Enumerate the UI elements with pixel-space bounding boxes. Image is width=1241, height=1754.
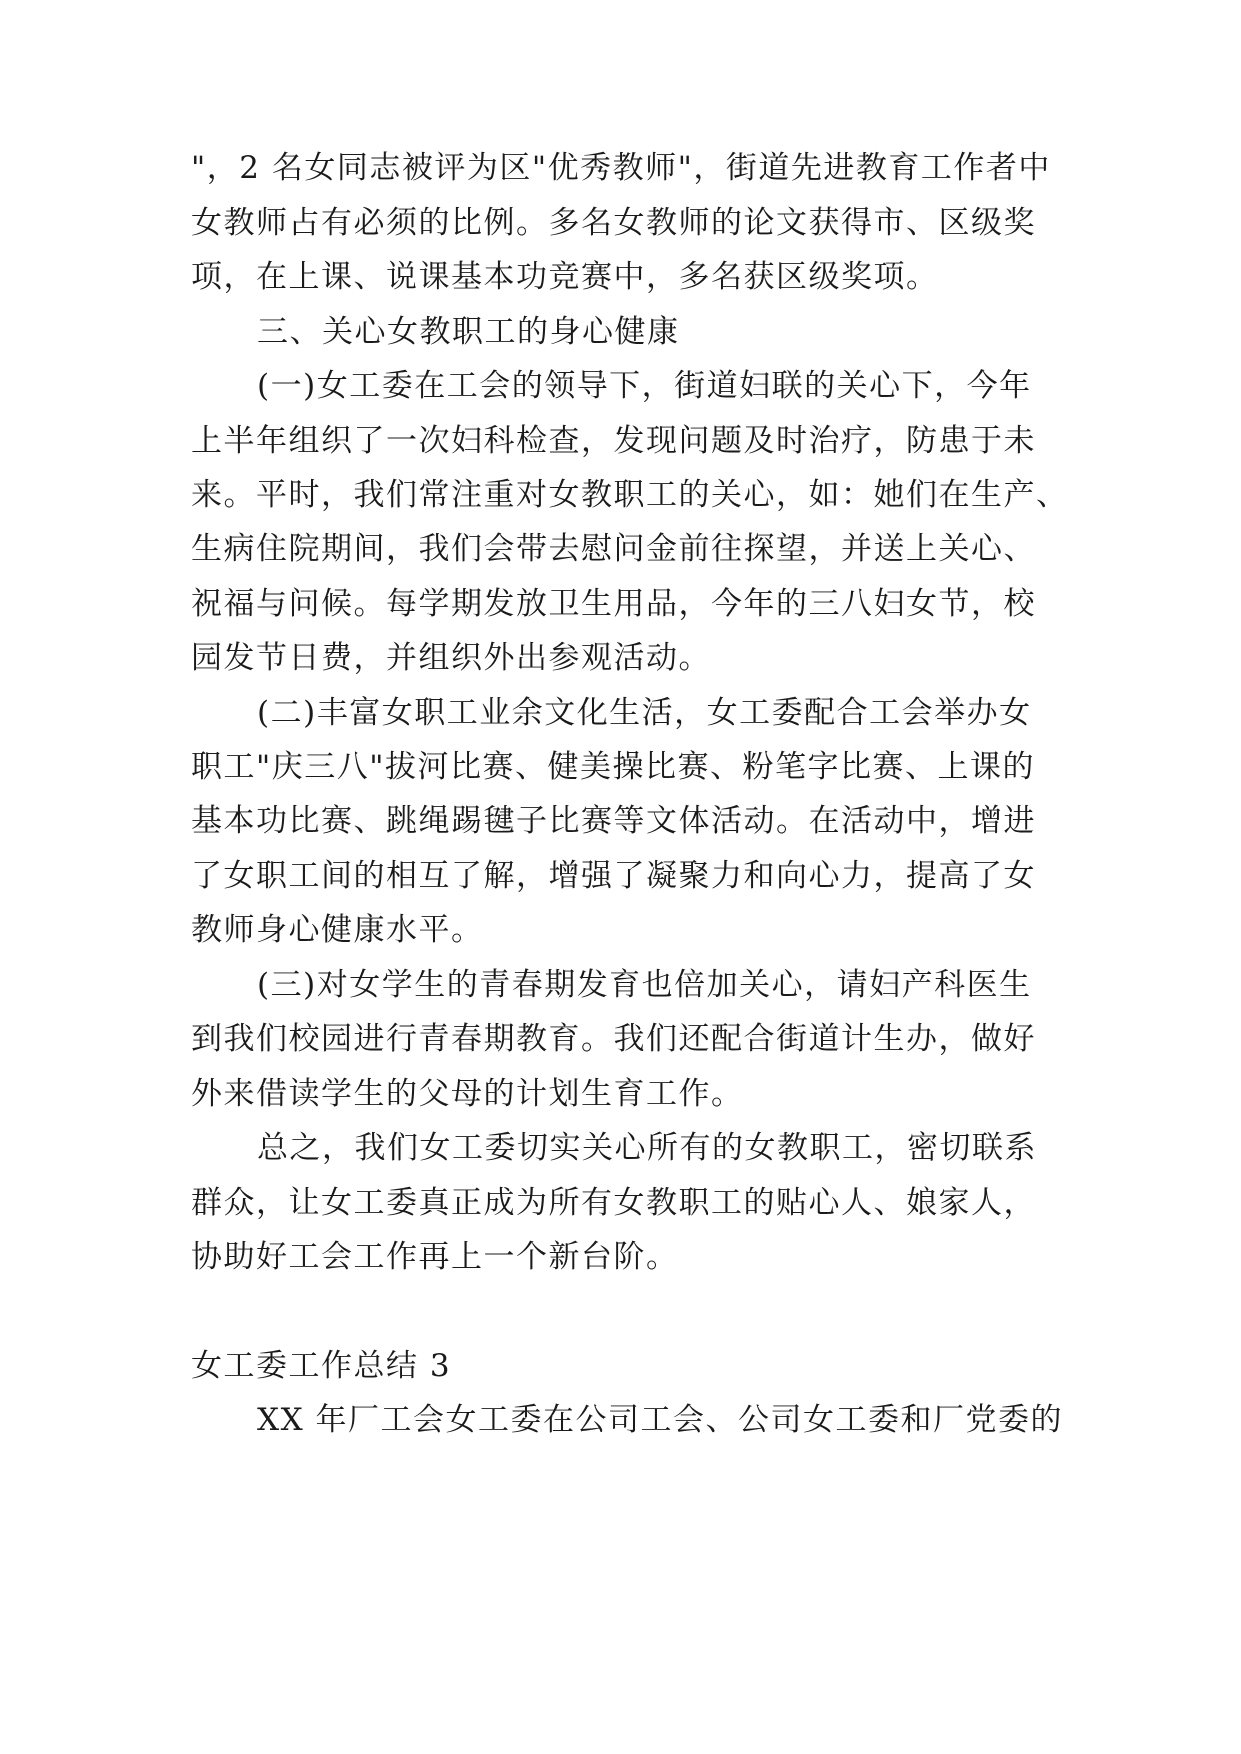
text-line: 外来借读学生的父母的计划生育工作。 [191,1076,744,1112]
text-line: 女教师占有必须的比例。多名女教师的论文获得市、区级奖 [191,205,1036,241]
text-line: 上半年组织了一次妇科检查，发现问题及时治疗，防患于未 [191,423,1036,459]
text-line: "，2 名女同志被评为区"优秀教师"，街道先进教育工作者中 [191,150,1051,186]
text-line: 到我们校园进行青春期教育。我们还配合街道计生办，做好 [191,1021,1036,1057]
section-heading: 三、关心女教职工的身心健康 [257,314,680,350]
text-line: (一)女工委在工会的领导下，街道妇联的关心下，今年 [257,368,1032,404]
text-line: 教师身心健康水平。 [191,912,484,948]
text-line: 生病住院期间，我们会带去慰问金前往探望，并送上关心、 [191,531,1036,567]
text-line: (二)丰富女职工业余文化生活，女工委配合工会举办女 [257,695,1032,731]
text-line: 群众，让女工委真正成为所有女教职工的贴心人、娘家人， [191,1185,1036,1221]
text-line: 了女职工间的相互了解，增强了凝聚力和向心力，提高了女 [191,858,1036,894]
text-line: 基本功比赛、跳绳踢毽子比赛等文体活动。在活动中，增进 [191,803,1036,839]
text-line: 来。平时，我们常注重对女教职工的关心，如：她们在生产、 [191,477,1069,513]
text-line: XX 年厂工会女工委在公司工会、公司女工委和厂党委的 [257,1402,1063,1438]
text-line: 项，在上课、说课基本功竞赛中，多名获区级奖项。 [191,259,939,295]
text-line: 祝福与问候。每学期发放卫生用品，今年的三八妇女节，校 [191,586,1036,622]
text-line: (三)对女学生的青春期发育也倍加关心，请妇产科医生 [257,967,1032,1003]
text-line: 协助好工会工作再上一个新台阶。 [191,1239,679,1275]
text-line: 园发节日费，并组织外出参观活动。 [191,640,711,676]
text-line: 职工"庆三八"拔河比赛、健美操比赛、粉笔字比赛、上课的 [191,749,1036,785]
text-line: 总之，我们女工委切实关心所有的女教职工，密切联系 [257,1130,1037,1166]
section-title: 女工委工作总结 3 [191,1348,452,1384]
